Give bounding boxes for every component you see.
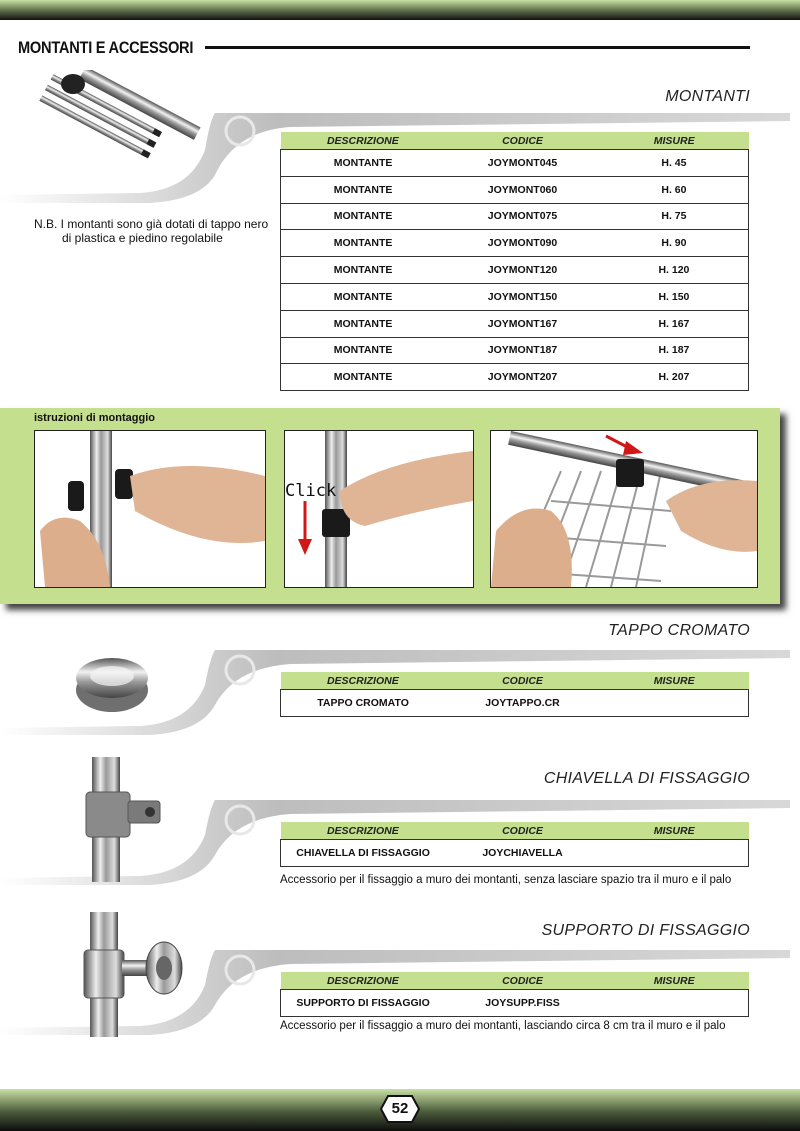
cell-descrizione: CHIAVELLA DI FISSAGGIO [281, 840, 446, 867]
supporto-caption: Accessorio per il fissaggio a muro dei montanti, lasciando circa 8 cm tra il muro e il palo [280, 1020, 726, 1032]
cell-codice: JOYMONT150 [445, 283, 600, 310]
table-row [281, 840, 749, 867]
table-header-row [281, 972, 749, 990]
cell-misure [600, 990, 749, 1017]
header-codice: CODICE [445, 132, 600, 150]
chiavella-product-image [80, 757, 170, 882]
table-header-row [281, 822, 749, 840]
cell-misure: H. 90 [600, 230, 749, 257]
header-misure: MISURE [600, 132, 749, 150]
cell-codice: JOYMONT090 [445, 230, 600, 257]
cell-misure: H. 207 [600, 364, 749, 391]
cell-descrizione: MONTANTE [281, 310, 446, 337]
chiavella-table [280, 822, 749, 867]
section-title-chiavella: CHIAVELLA DI FISSAGGIO [543, 770, 750, 787]
header-misure: MISURE [600, 672, 749, 690]
title-rule [205, 46, 750, 49]
table-row [281, 150, 749, 177]
section-title-montanti: MONTANTI [665, 88, 750, 105]
cell-misure: H. 167 [600, 310, 749, 337]
cell-codice: JOYMONT075 [445, 203, 600, 230]
instruction-photo-2 [284, 430, 474, 588]
header-misure: MISURE [600, 822, 749, 840]
table-row [281, 337, 749, 364]
table-row [281, 364, 749, 391]
page-title: MONTANTI E ACCESSORI [18, 38, 194, 57]
arrow-down-icon [298, 539, 312, 555]
cell-descrizione: MONTANTE [281, 230, 446, 257]
supporto-product-image [80, 912, 190, 1037]
cell-misure: H. 187 [600, 337, 749, 364]
cell-misure: H. 60 [600, 176, 749, 203]
cell-codice: JOYMONT207 [445, 364, 600, 391]
table-row [281, 230, 749, 257]
instructions-label: istruzioni di montaggio [34, 412, 155, 424]
table-header-row [281, 132, 749, 150]
section-title-supporto: SUPPORTO DI FISSAGGIO [541, 922, 750, 939]
cell-codice: JOYMONT120 [445, 257, 600, 284]
cell-codice: JOYCHIAVELLA [445, 840, 600, 867]
click-label: Click [285, 481, 337, 501]
table-row [281, 176, 749, 203]
cell-misure [600, 840, 749, 867]
montanti-note-line2: di plastica e piedino regolabile [62, 231, 223, 245]
table-header-row [281, 672, 749, 690]
table-row [281, 310, 749, 337]
tappo-product-image [70, 650, 155, 715]
instruction-photo-3 [490, 430, 758, 588]
cell-descrizione: MONTANTE [281, 203, 446, 230]
page-number-badge [380, 1095, 420, 1123]
cell-descrizione: MONTANTE [281, 283, 446, 310]
header-descrizione: DESCRIZIONE [281, 822, 446, 840]
tappo-table [280, 672, 749, 717]
header-descrizione: DESCRIZIONE [281, 672, 446, 690]
cell-codice: JOYMONT045 [445, 150, 600, 177]
cell-codice: JOYMONT187 [445, 337, 600, 364]
cell-descrizione: MONTANTE [281, 257, 446, 284]
cell-descrizione: TAPPO CROMATO [281, 690, 446, 717]
arrow-right-icon [623, 441, 643, 455]
page-number: 52 [391, 1100, 409, 1117]
header-codice: CODICE [445, 672, 600, 690]
montanti-table [280, 132, 749, 391]
cell-codice: JOYTAPPO.CR [445, 690, 600, 717]
header-descrizione: DESCRIZIONE [281, 972, 446, 990]
cell-misure: H. 45 [600, 150, 749, 177]
chiavella-caption: Accessorio per il fissaggio a muro dei montanti, senza lasciare spazio tra il muro e il palo [280, 874, 732, 886]
supporto-table [280, 972, 749, 1017]
montanti-note-line1: N.B. I montanti sono già dotati di tappo nero [34, 217, 269, 231]
top-band [0, 0, 800, 20]
header-codice: CODICE [445, 972, 600, 990]
cell-descrizione: MONTANTE [281, 364, 446, 391]
cell-misure: H. 150 [600, 283, 749, 310]
cell-misure: H. 120 [600, 257, 749, 284]
header-codice: CODICE [445, 822, 600, 840]
montanti-product-image [30, 70, 210, 195]
table-row [281, 257, 749, 284]
cell-codice: JOYSUPP.FISS [445, 990, 600, 1017]
table-row [281, 990, 749, 1017]
cell-descrizione: MONTANTE [281, 150, 446, 177]
cell-descrizione: MONTANTE [281, 176, 446, 203]
section-title-tappo: TAPPO CROMATO [608, 622, 750, 639]
cell-descrizione: SUPPORTO DI FISSAGGIO [281, 990, 446, 1017]
instruction-photo-1 [34, 430, 266, 588]
table-row [281, 283, 749, 310]
header-descrizione: DESCRIZIONE [281, 132, 446, 150]
cell-codice: JOYMONT060 [445, 176, 600, 203]
header-misure: MISURE [600, 972, 749, 990]
table-row [281, 690, 749, 717]
cell-misure [600, 690, 749, 717]
table-row [281, 203, 749, 230]
cell-misure: H. 75 [600, 203, 749, 230]
cell-descrizione: MONTANTE [281, 337, 446, 364]
cell-codice: JOYMONT167 [445, 310, 600, 337]
